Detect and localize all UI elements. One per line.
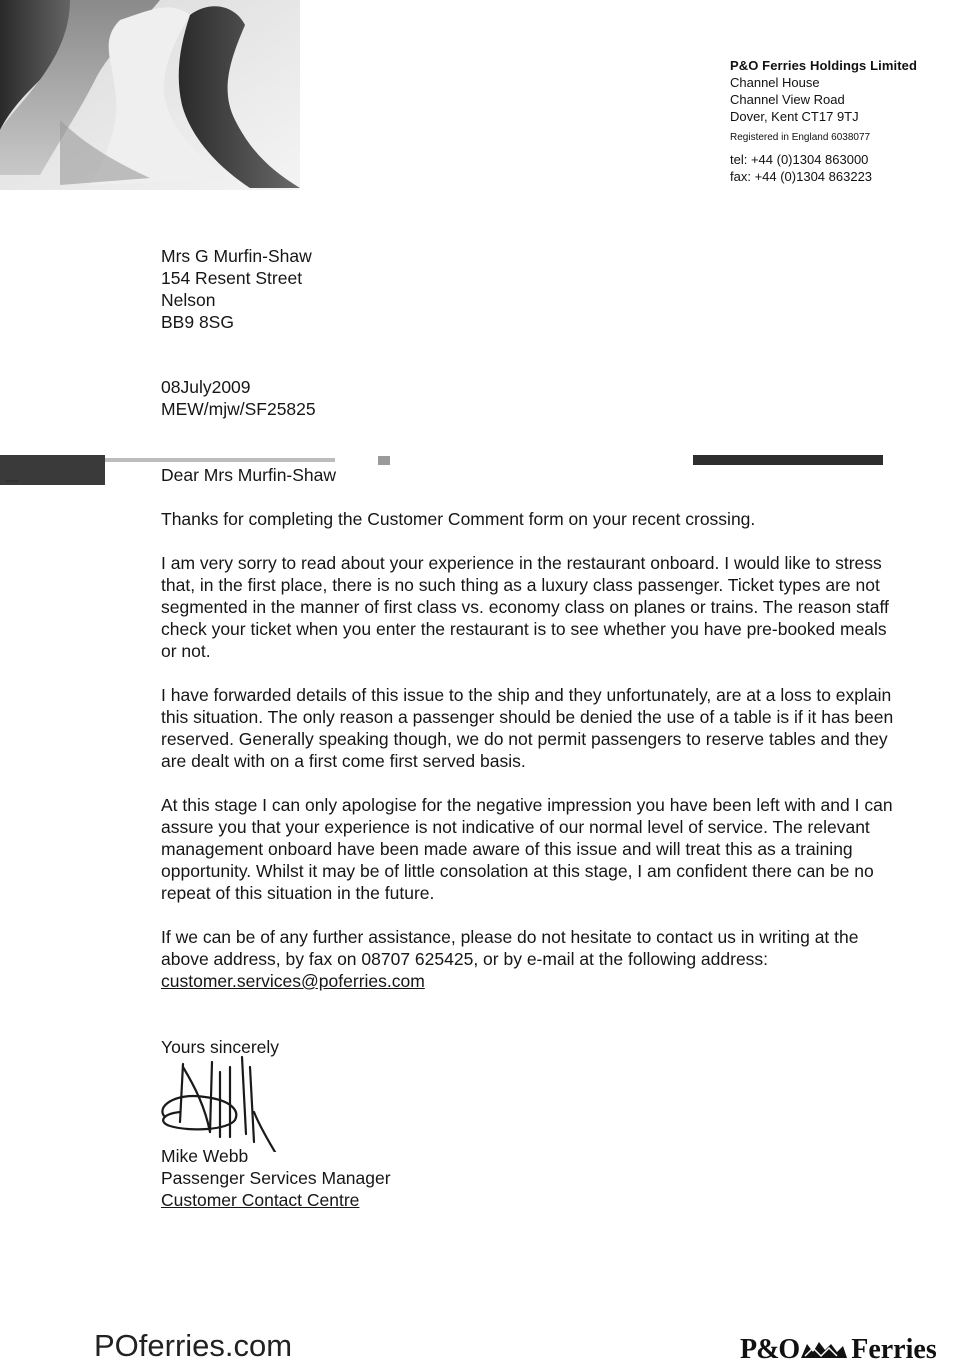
letter-date: 08July2009	[161, 377, 251, 397]
paragraph: At this stage I can only apologise for the negative impression you have been left with and I can assure you that your experience is not indicative of our normal level of service. The relevant management onboard have been made aware of this issue and will treat this as a training opportunity. Whilst it may be of little consolation at this stage, I am confident there can be no repeat of this situation in the future.	[161, 795, 893, 903]
company-name: P&O Ferries Holdings Limited	[730, 58, 917, 73]
recipient-line: BB9 8SG	[161, 312, 234, 332]
footer-brand-logo	[740, 1333, 950, 1367]
paragraph-text: If we can be of any further assistance, please do not hesitate to contact us in writing at the above address, by fax on 08707 625425, or by e-mail at the following address:	[161, 927, 859, 969]
signer-department: Customer Contact Centre	[161, 1190, 360, 1210]
letter-body	[161, 508, 901, 992]
logo-text-left: P&O	[740, 1334, 800, 1365]
salutation: Dear Mrs Murfin-Shaw	[161, 465, 337, 485]
company-address-line: Channel View Road	[730, 92, 845, 107]
flag-icon	[799, 1338, 849, 1362]
paragraph: Thanks for completing the Customer Comment form on your recent crossing.	[161, 509, 756, 529]
handwritten-signature	[150, 1052, 290, 1152]
company-fax: fax: +44 (0)1304 863223	[730, 169, 873, 184]
signoff: Yours sincerely	[161, 1037, 280, 1057]
logo-text-right: Ferries	[851, 1334, 937, 1365]
date-reference	[161, 376, 941, 420]
footer-website[interactable]: POferries.com	[94, 1328, 293, 1363]
recipient-line: Nelson	[161, 290, 216, 310]
recipient-address	[161, 245, 941, 333]
recipient-line: Mrs G Murfin-Shaw	[161, 246, 312, 266]
flag-logo-graphic	[0, 0, 300, 190]
letter-reference: MEW/mjw/SF25825	[161, 399, 316, 419]
signer-block	[161, 1145, 941, 1211]
signer-name: Mike Webb	[161, 1146, 249, 1166]
recipient-line: 154 Resent Street	[161, 268, 303, 288]
company-address-line: Channel House	[730, 75, 820, 90]
email-link[interactable]: customer.services@poferries.com	[161, 971, 425, 991]
company-tel: tel: +44 (0)1304 863000	[730, 152, 869, 167]
paragraph: I am very sorry to read about your experience in the restaurant onboard. I would like to stress that, in the first place, there is no such thing as a luxury class passenger. Ticket types are not segmented in the manner of first class vs. economy class on planes or trains. The reason staff check your ticket when you enter the restaurant is to see whether you have pre-booked meals or not.	[161, 553, 889, 661]
paragraph	[161, 926, 901, 992]
registration-note: Registered in England 6038077	[730, 132, 871, 143]
paragraph: I have forwarded details of this issue to the ship and they unfortunately, are at a loss to explain this situation. The only reason a passenger should be denied the use of a table is if it has been reserved. Generally speaking though, we do not permit passengers to reserve tables and they are dealt with on a first come first served basis.	[161, 685, 894, 771]
letterhead	[730, 57, 959, 185]
signer-title: Passenger Services Manager	[161, 1168, 391, 1188]
company-address-line: Dover, Kent CT17 9TJ	[730, 109, 859, 124]
